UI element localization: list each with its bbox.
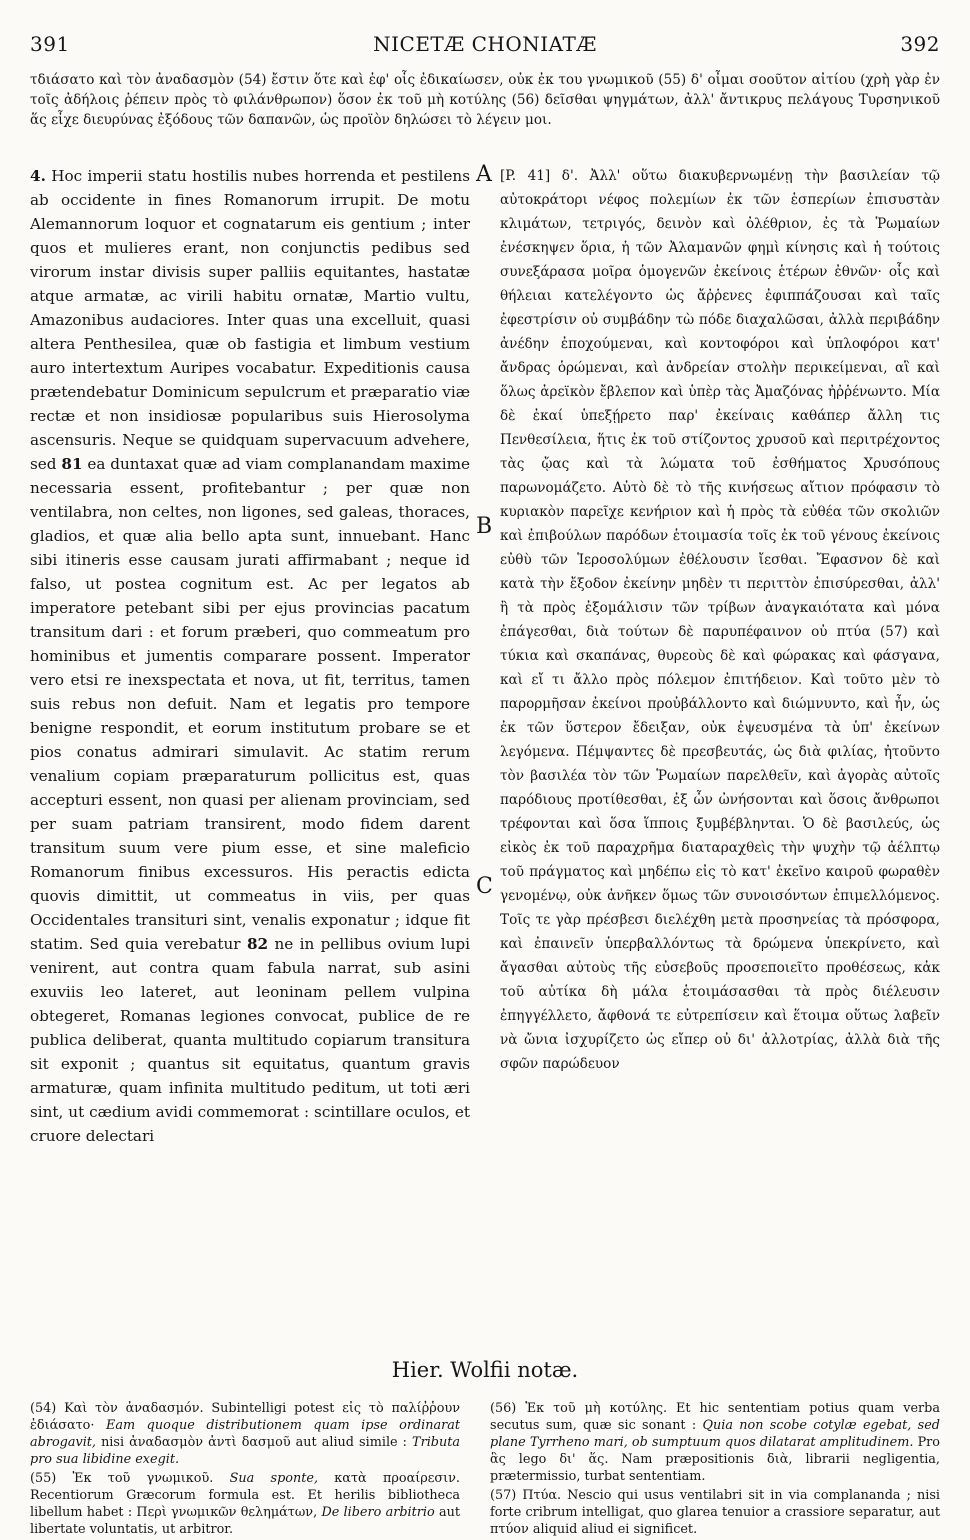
note-55 xyxy=(30,1470,460,1538)
note-56-lead: (56) Ἐκ τοῦ μὴ κοτύλης. Et hic sententiam potius quam verba secutus sum, quæ sic sonant : xyxy=(490,1401,940,1433)
note-54-italic: Eam quoque distributionem quam ipse ordinarat abrogavit, xyxy=(30,1418,461,1450)
page-header xyxy=(30,32,940,60)
note-55-tail-2: aut libertate voluntatis, ut arbitror. xyxy=(30,1505,460,1537)
latin-text-1: Hoc imperii statu hostilis nubes horrenda et pestilens ab occidente in fines Romanorum irrupit. De motu Alemannorum loquor et cognatarum eis gentium ; inter quos et mulieres erant, non conjunctis pedibus sed virorum instar divisis super palliis equitantes, hastatæ atque armatæ, ac virili habitu ornatæ, Martio vultu, Amazonibus audaciores. Inter quas una excelluit, quasi altera Penthesilea, quæ ob fastigia et limbum vestium auro intertextum Auripes vocabatur. Expeditionis causa prætendebatur Dominicum sepulcrum et præparatio viæ rectæ et non insidiosæ popularibus suis Hierosolyma ascensuris. Neque se quidquam supervacuum advehere, sed xyxy=(30,167,470,473)
greek-paragraph xyxy=(500,164,940,1076)
notes-left-column xyxy=(30,1400,460,1540)
note-56-tail: Pro ἃς lego δι' ἅς. Nam præpositionis διὰ, librarii negligentia, prætermissio, turbat sententiam. xyxy=(490,1435,940,1484)
page-ref-82: 82 xyxy=(246,935,269,953)
running-title: NICETÆ CHONIATÆ xyxy=(373,32,597,56)
section-number: 4. xyxy=(30,167,46,185)
note-56-italic: Quia non scobe cotylæ egebat, sed plane Tyrrheno mari, ob sumptuum quos dilatarat amplitudinem. xyxy=(490,1418,940,1450)
notes-heading: Hier. Wolfii notæ. xyxy=(391,1358,579,1382)
note-55-tail: κατὰ προαίρεσιν. Recentiorum Græcorum formula est. Et herilis bibliotheca libellum habet : Περὶ γνωμικῶν θελημάτων, xyxy=(30,1471,461,1520)
latin-column xyxy=(30,164,470,1148)
margin-marker-a: A xyxy=(476,162,492,187)
note-55-italic: Sua sponte, xyxy=(229,1471,319,1486)
note-54-tail: nisi ἀναδασμὸν ἀντὶ δασμοῦ aut aliud simile : xyxy=(96,1435,413,1450)
intro-greek-text: τδιάσατο καὶ τὸν ἀναδασμὸν (54) ἔστιν ὅτε καὶ ἐφ' οἷς ἐδικαίωσεν, οὐκ ἐκ του γνωμικοῦ (55) δ' οἶμαι σοοῦτον αἰτίου (χρὴ γὰρ ἐν τοῖς ἀδήλοις ῥέπειν πρὸς τὸ φιλάνθρωπον) ὅσον ἐκ τοῦ μὴ κοτύλης (56) δεῖσθαι ψηγμάτων, ἀλλ' ἄντικρυς πελάγους Τυρσηνικοῦ ἅς εἶχε διευρύνας ἐξόδους τῶν δαπανῶν, ὡς προϊὸν δηλώσει τὸ λέγειν μοι. xyxy=(30,72,940,128)
margin-marker-b: B xyxy=(476,514,493,539)
note-54-italic-2: Tributa pro sua libidine exegit. xyxy=(30,1435,460,1467)
greek-page-ref: [P. 41] xyxy=(500,168,551,184)
latin-text-3: ne in pellibus ovium lupi venirent, aut contra quam fabula narrat, sub asini exuviis leo lateret, aut leoninam pellem vulpina obtegeret, Romanas legiones convocat, publice de re publica deliberat, quanta multitudo copiarum transitura sit exponit ; quantus sit equitatus, quantum gravis armaturæ, quam infinita multitudo peditum, ut toti æri sint, ut cædium avidi commemorat : scintillare oculos, et cruore delectari xyxy=(30,935,470,1145)
intro-greek-paragraph xyxy=(30,70,940,130)
page-ref-81: 81 xyxy=(61,455,83,473)
page-number-left: 391 xyxy=(30,32,70,56)
note-55-lead: (55) Ἐκ τοῦ γνωμικοῦ. xyxy=(30,1471,230,1486)
greek-column xyxy=(500,164,940,1076)
note-56 xyxy=(490,1400,940,1485)
greek-text: δ'. Ἀλλ' οὕτω διακυβερνωμένῃ τὴν βασιλείαν τῷ αὐτοκράτορι νέφος πολεμίων ἐκ τῶν ἑσπερίων ἐπισυστὰν κλιμάτων, τετριγός, δεινὸν καὶ ὀλέθριον, ἐς τὰ Ῥωμαίων ἐνέσκηψεν ὅρια, ἡ τῶν Ἀλαμανῶν φημὶ κίνησις καὶ ἡ τούτοις συνεξάρασα μοῖρα ὁμογενῶν ἐκείνοις ἑτέρων ἐθνῶν· οἷς καὶ θήλειαι κατελέγοντο ὡς ἄῤῥενες ἐφιππάζουσαι καὶ ταῖς ἐφεστρίσιν οὐ συμβάδην τὼ πόδε διαχαλῶσαι, ἀλλὰ περιβάδην ἀνέδην ἐποχούμεναι, καὶ κοντοφόροι καὶ ὑπλοφόροι κατ' ἄνδρας ὁρώμεναι, καὶ ἀνδρείαν στολὴν περικείμεναι, αἳ καὶ ὅλως ἀρεϊκὸν ἔβλεπον καὶ ὑπὲρ τὰς Ἀμαζόνας ἠῤῥένωντο. Μία δὲ ἐκαί ὑπεξῄρετο παρ' ἐκείναις καθάπερ ἄλλη τις Πενθεσίλεια, ἥτις ἐκ τοῦ στίζοντος χρυσοῦ καὶ περιτρέχοντος τὰς ᾤας καὶ τὰ λώματα τοῦ ἐσθήματος Χρυσόπους παρωνομάζετο. Αὐτὸ δὲ τὸ τῆς κινήσεως αἴτιον πρόφασιν τὸ κυριακὸν παρεῖχε κενήριον καὶ ἡ πρὸς τὰ εὐθέα τῶν σκολιῶν καὶ ἐπιβούλων παρόδων ἑτοιμασία τοῖς ἐκ τοῦ γένους ἐκείνοις εὐθὺ τῶν Ἱεροσολύμων ἐθέλουσιν ἴεσθαι. Ἔφασνον δὲ καὶ κατὰ τὴν ἔξοδον ἐκείνην μηδὲν τι περιττὸν ἐπισύρεσθαι, ἀλλ' ἢ τὰ πρὸς ἐξομάλισιν τῶν τρίβων ἀναγκαιότατα καὶ μόνα ἐπάγεσθαι, διὰ τούτων δὲ παρυπέφαινον οὐ πτύα (57) καὶ τύκια καὶ σκαπάνας, θυρεοὺς δὲ καὶ φώρακας καὶ φάσγανα, καὶ εἴ τι ἄλλο πρὸς πόλεμον ἐπιτήδειον. Καὶ τοῦτο μὲν τὸ παρορμῆσαν ἐκείνοι προὐβάλλοντο καὶ διώμνυντο, καὶ ἦν, ὡς ἐκ τῶν ὕστερον ἔδειξαν, οὐκ ἐψευσμένα τὰ ὑπ' ἐκείνων λεγόμενα. Πέμψαντες δὲ πρεσβευτάς, ὡς διὰ φιλίας, ἠτοῦντο τὸν βασιλέα τὸν τῶν Ῥωμαίων παρελθεῖν, καὶ ἀγορὰς αὐτοῖς παρόδιους προτίθεσθαι, ἐξ ὧν ὠνήσονται καὶ ὅσοις ἄνθρωποι τρέφονται καὶ ὅσα ἵπποις ξυμβέβληνται. Ὁ δὲ βασιλεύς, ὡς εἰκὸς ἐκ τοῦ παραχρῆμα διαταραχθεὶς τὴν ψυχὴν τῷ ἀέλπτῳ τοῦ πράγματος καὶ μηδέπω εἰς τὸ κατ' ἐκεῖνο καιροῦ φωραθὲν γενομένῳ, οὐκ ἀνῆκεν ὅμως τῶν συνοισόντων ἐπιμελλόμενος. Τοῖς τε γὰρ πρέσβεσι διελέχθη μετὰ προσηνείας τὰ πρόσφορα, καὶ ἐπαινεῖν ὑπερβαλλόντως τὰ δρώμενα ὑπεκρίνετο, καὶ ἄγασθαι αὐτοὺς τῆς εὐσεβοῦς προσεποιεῖτο προθέσεως, κἀκ τοῦ αὐτίκα δὴ μάλα ἑτοιμάσασθαι τὰ πρὸς διέλευσιν ἐπηγγέλλετο, ἄφθονά τε εὐτρεπίσειν καὶ ἕτοιμα οὕτως λαβεῖν νὰ ὤνια ἰσχυρίζετο ὡς εἴπερ οὐ δι' ἀλλοτρίας, ἀλλὰ διὰ τῆς σφῶν παρώδευον xyxy=(500,168,941,1072)
latin-paragraph xyxy=(30,164,470,1148)
note-54 xyxy=(30,1400,460,1468)
note-55-italic-2: De libero arbitrio xyxy=(321,1505,435,1520)
latin-text-2: ea duntaxat quæ ad viam complanandam maxime necessaria essent, profitebantur ; per quæ non ventilabra, non celtes, non ligones, sed galeas, thoraces, gladios, et quæ alia bello apta sunt, innuebant. Hanc sibi itineris esse causam jurati affirmabant ; neque id falso, ut postea cognitum est. Ac per legatos ab imperatore petebant sibi per ejus provincias pacatum transitum dari : et forum præberi, quo commeatum pro hominibus et jumentis comparare possent. Imperator vero etsi re inexspectata et nova, ut fit, territus, tamen suis rebus non defuit. Nam et legatis pro tempore benigne respondit, et eorum institutum probare se et pios conatus admirari simulavit. Ac statim rerum venalium copiam præparaturum pollicitus est, quas accepturi essent, non quasi per alienam provinciam, sed per suam patriam transirent, modo fidem darent transitum suum vere pium esse, et sine maleficio Romanorum finibus excessuros. His peractis edicta quovis dimittit, ut commeatus in viis, per quas Occidentales transituri sint, venalis exponatur ; idque fit statim. Sed quia verebatur xyxy=(30,455,470,953)
note-54-lead: (54) Καὶ τὸν ἀναδασμόν. Subintelligi potest εἰς τὸ παλίῤῥουν ἐδιάσατο· xyxy=(30,1401,460,1433)
note-57 xyxy=(490,1487,940,1538)
margin-marker-c: C xyxy=(476,874,493,899)
note-57-lead: (57) Πτύα. Nescio qui usus ventilabri sit in via complananda ; nisi forte cribrum intelligat, quo glarea tenuior a crassiore separatur, aut πτύον aliquid aliud ei significet. xyxy=(490,1488,940,1537)
notes-right-column xyxy=(490,1400,940,1540)
page-number-right: 392 xyxy=(900,32,940,56)
